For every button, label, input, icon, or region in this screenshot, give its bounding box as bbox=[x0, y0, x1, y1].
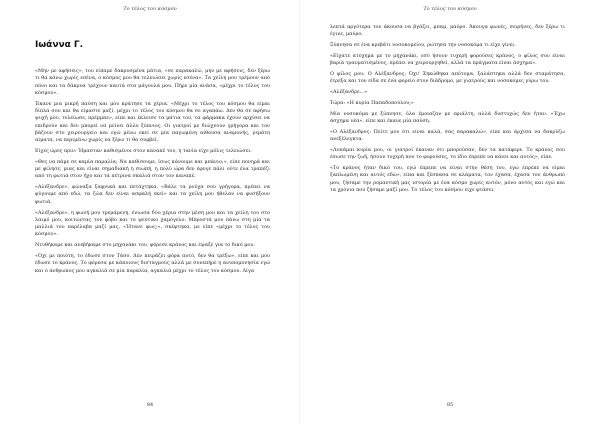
right-paragraph-7: Μία νοσοκόμα με ξύπνησε, όλα έμοιαζαν με εφιάλτη, αλλά δυστυχώς δεν ήταν. «Έχω άσχημα νέα», είπε και έκανε μία παύση. bbox=[330, 110, 565, 124]
right-running-head: Το τέλος του κόσμου bbox=[423, 6, 477, 12]
right-paragraph-10: «Το κράνος ήταν δικό του, εγώ έπρεπε να είναι στην θέση του, εγώ έπρεπε να είμαι ξαπλωμένη και αυτός εδώ», είπα και ξέσπασα σε κλάματα, τον έχασα, έχασα τον άνθρωπό μου, ζήσαμε την ρομαντική μας ιστορία με ένα κόσμο χωρίς αυτόν, μόνο αυτός και εγώ και τα χρόνια που ζήσαμε μαζί μου. Το τέλος του κόσμου είχε φτάσει. bbox=[330, 164, 565, 193]
left-paragraph-5: «Αλέξανδρε», φώναξα ξαφνικά και πετάχτηκα. «Βάλε τα ρούχα σου γρήγορα, πρέπει να φύγουμε από εδώ, τα ζώα δεν είναι ασφαλή εκεί» και τα χείλη μου ήθελαν να φυσήξουν φωτιά. bbox=[35, 184, 270, 205]
right-paragraph-2: Ξύπνησα σε ένα κρεβάτι νοσοκομείου, ρώτησα την νοσοκόμα τι είχε γίνει. bbox=[330, 42, 516, 49]
left-paragraph-4: «Θες να πάμε σε καμία παραλία; Να καθίσουμε, ίσως κάνουμε και μπάνιο;», είπε πονηρά και με φίλησε, μιας και είναι σημαδιακή η σιωπή, η πολύ ώρα δεν έφυγε πάλι ούτε ένα τραπέζι από τη φωτιά στον ήχο και τα πέτρινα σκαλιά στον τον καναπέ. bbox=[35, 158, 270, 180]
left-paragraph-7: Ντυθήκαμε και ανεβήκαμε στο μηχανάκι του, φόρεσε κράνος και έψαξε για το δικό μου. bbox=[35, 242, 255, 249]
right-paragraph-1: λεπτά αργότερα τον άκουσα να βγάζει, μπαμ, μαύρο. Άκουγα φωνές, σειρήνες, δεν ξέρω τι έγινε, μαύρο. bbox=[330, 24, 565, 38]
left-paragraph-1: «Μην με αφήσεις», του είπαμε δακρυσμένα μάτια, «σε παρακαλώ, μην με αφήσεις, δεν ξέρω τι θα κάνω χωρίς εσένα, ο κόσμος μου θα τελειώσει χωρίς εσένα». Τα χείλη μου τρέμουν από πόνο και τα δάκρυα τρέχουν καυτά στα μάγουλά μου. Πήρε μία ανάσα, «μέχρι το τέλος του κόσμου». bbox=[35, 68, 270, 96]
right-body-text bbox=[330, 24, 565, 194]
left-paragraph-6: «Αλέξανδρε», η φωνή μου τρεμάμενη, ένιωσα δύο χέρια στην μέση μου και τα χείλη του στο λαιμό μου, κοιτώντας τον φόβο και το ψεύτικο χαμόγελο. Μπροστά μου πάνω στη μία τα μαλλιά του παρέλαβα μαζί μας, «Ήτανε φως;», σκέφτηκα, με είπε «μέχρι το τέλος του κόσμου». bbox=[35, 209, 270, 238]
right-paragraph-8: «Ο Αλέξανδρος: Πείτε μου ότι είναι καλά, σας παρακαλώ», είπε και άρχισα να δακρύζω ανεξέλεγκτα. bbox=[330, 128, 565, 143]
left-paragraph-3: Είχες ώρες πριν: Ήμασταν καθισμένοι στον καναπέ του, η τανία είχε μόλις τελειώσει. bbox=[35, 147, 252, 154]
right-page-number: 85 bbox=[446, 402, 454, 408]
left-page-number: 84 bbox=[146, 402, 154, 408]
left-paragraph-8: «Όχι με ποιότη, το έδωσε στον Τάσο. Δεν πειράζει φόρα αυτό, δεν θα τρέξω», είπε και μου έδωσε το κράνος. Το φόρεσα με κάποιους δισταγμούς αλλά με συνεπήρε η ανυπομονησία εγώ και ο άνθρωπος μου αγκαλιά σε μία παραλία, αγκαλιά μέχρι το τέλος του κόσμου. Λίγα bbox=[35, 253, 270, 274]
right-page bbox=[300, 0, 600, 424]
right-paragraph-5: «Αλέξανδρε...» bbox=[330, 89, 368, 96]
left-paragraph-2: Έκανε μια μικρή παύση και μου κράτησε τα χέρια. «Μέχρι το τέλος του κόσμου θα είμαι δίπλα σου και θα είμαστε μαζί, μέχρι το τέλος του κόσμου θα σε αγαπάω. Δεν θα σε αφήσω ψυχή μου, τελείωσε, πρέμμπε», είπε και έκλεισε τα μάτια του, τα φάρμακα έχουν αρχίσει να επιδρούν και δεν μπορεί να μείνει άλλο ξύπνιος. Οι γιατροί με διώχνουν γρήγορα και τον βάζουν στο χειρουργείο και εγώ μένω εκεί σε μία παγωμένη αίθουσα αναμονής, γεμάτη αίματα, να περιμένω χωρίς να ξέρω τι θα συμβεί. bbox=[35, 100, 270, 144]
left-running-head: Το τέλος του κόσμου bbox=[123, 6, 177, 12]
left-body-text bbox=[35, 68, 270, 275]
right-paragraph-3: «Είχατε ατύχημα με το μηχανάκι, εσύ ήσουν τυχερή φορούσες κράνος, ο φίλος σου είναι βαριά τραυματισμένος, πρέπει να χειρουργηθεί, αλλά τα πράγματα είναι άσχημα». bbox=[330, 52, 565, 67]
right-paragraph-4: Ο φίλος μου; Ο Αλέξανδρος; Όχι! Σηκώθηκα απότομα, ξαλάστηκα αλλά δεν σταμάτησα, έτρεξα και τον είδα σε ένα φορείο στον διάδρομο, με γιατρούς και νοσοκόμες γύρω του. bbox=[330, 70, 565, 85]
chapter-title: Ιωάννα Γ. bbox=[35, 40, 84, 50]
right-paragraph-9: «Λυπάμαι κυρία μου, οι γιατροί έκαναν ότι μπορούσαν, δεν τα κατάφερε. Το κράνος σου έσωσε την ζωή, ήσουν τυχερή που το φορούσες, το ίδιο έπρεπε να κάνει και αυτός», είπε. bbox=[330, 146, 565, 161]
right-paragraph-6: Τώρα: «Η κυρία Παπαδοπούλου;» bbox=[330, 99, 414, 106]
